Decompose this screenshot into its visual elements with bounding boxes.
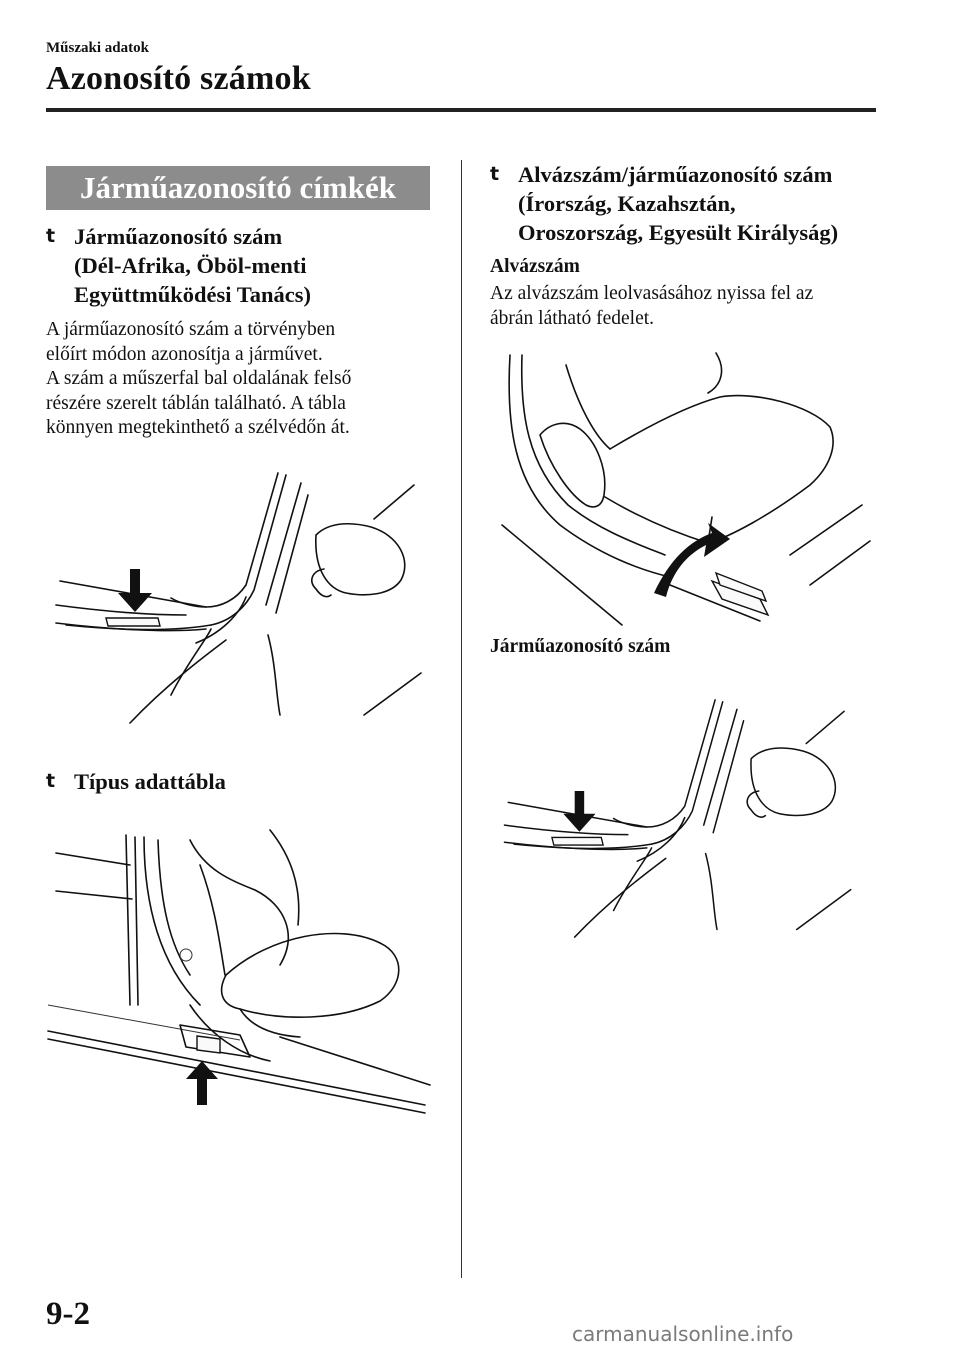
- heading-line: Együttműködési Tanács): [74, 282, 311, 307]
- paragraph-line: könnyen megtekinthető a szélvédőn át.: [46, 417, 350, 438]
- section-banner-text: Járműazonosító címkék: [79, 170, 396, 205]
- heading-vin: [46, 222, 456, 312]
- bullet-icon: t: [46, 770, 56, 792]
- paragraph-chassis: [490, 282, 813, 331]
- section-label: Műszaki adatok: [46, 40, 149, 56]
- paragraph-line: A szám a műszerfal bal oldalának felső: [46, 368, 352, 389]
- subheading-vin: Járműazonosító szám: [490, 636, 671, 657]
- paragraph-line: A járműazonosító szám a törvényben: [46, 319, 336, 340]
- heading-line: Oroszország, Egyesült Királyság): [518, 220, 839, 245]
- paragraph-line: előírt módon azonosítja a járművet.: [46, 343, 323, 365]
- paragraph-line: Az alvázszám leolvasásához nyissa fel az: [490, 283, 814, 304]
- page-number: 9-2: [46, 1296, 90, 1332]
- paragraph-vin: [46, 318, 351, 441]
- title-rule: [46, 108, 876, 112]
- dashboard-vin-illustration-right: [495, 685, 865, 970]
- column-divider: [461, 160, 462, 1278]
- heading-chassis-vin: [490, 160, 920, 250]
- heading-line: (Írország, Kazahsztán,: [518, 191, 736, 216]
- paragraph-line: ábrán látható fedelet.: [490, 307, 655, 329]
- heading-line: Típus adattábla: [74, 769, 226, 794]
- watermark-text: carmanualsonline.info: [572, 1322, 794, 1346]
- dashboard-vin-illustration: [46, 465, 436, 750]
- heading-line: (Dél-Afrika, Öböl-menti: [74, 253, 307, 278]
- heading-line: Járműazonosító szám: [74, 224, 283, 249]
- section-banner: [46, 166, 430, 210]
- chassis-cover-illustration: [490, 345, 880, 635]
- type-plate-illustration: [40, 825, 435, 1115]
- bullet-icon: t: [46, 225, 56, 247]
- heading-line: Alvázszám/járműazonosító szám: [518, 162, 833, 187]
- subheading-chassis: Alvázszám: [490, 256, 580, 277]
- bullet-icon: t: [490, 163, 500, 185]
- page-title: Azonosító számok: [46, 60, 311, 97]
- paragraph-line: részére szerelt táblán található. A tábla: [46, 392, 346, 414]
